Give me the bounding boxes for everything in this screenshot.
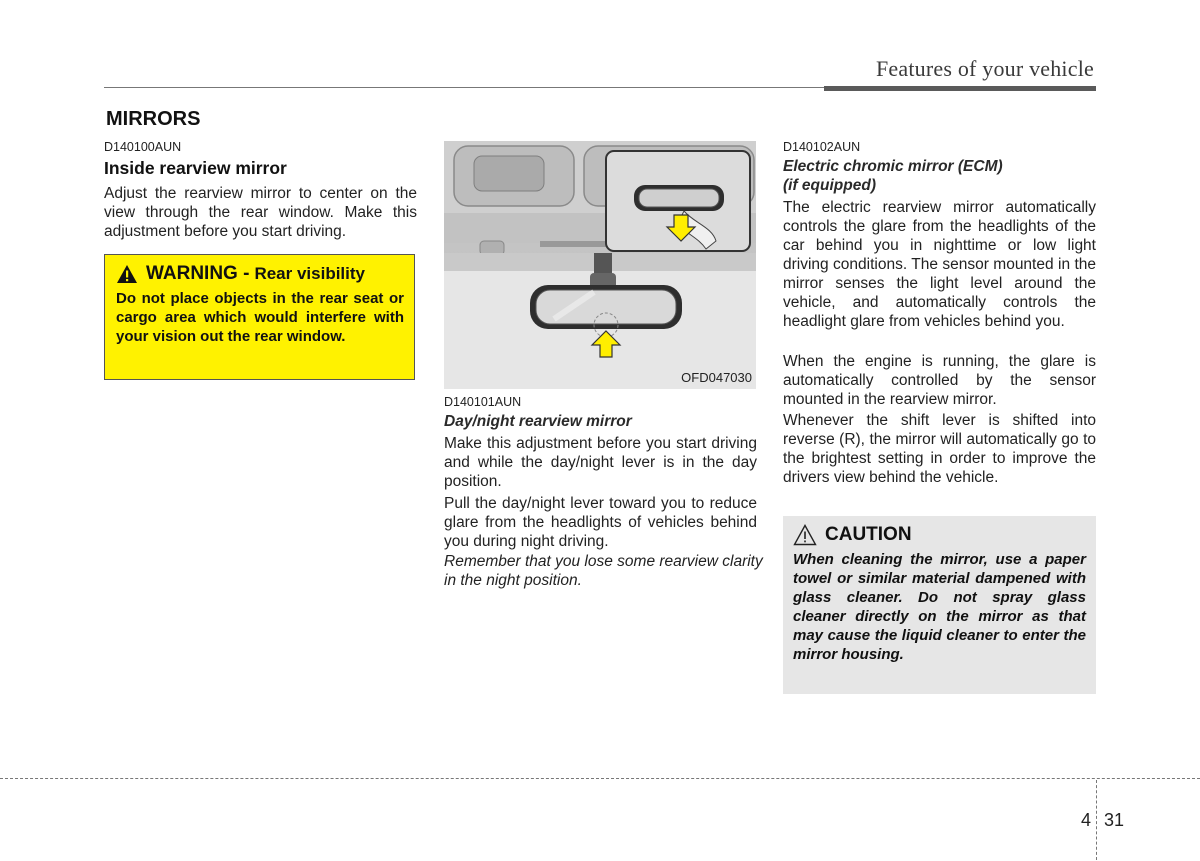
figure-code: OFD047030 bbox=[681, 370, 752, 385]
body-paragraph-italic: Remember that you lose some rearview clarity in the night position. bbox=[444, 553, 763, 589]
subsection-heading: Day/night rearview mirror bbox=[444, 413, 632, 430]
section-code: D140102AUN bbox=[783, 140, 861, 154]
warning-triangle-icon bbox=[116, 264, 138, 284]
body-paragraph: When the engine is running, the glare is automatically controlled by the sensor mounted in the rearview mirror. bbox=[783, 353, 1096, 408]
caution-heading bbox=[793, 524, 1086, 546]
body-paragraph: The electric rearview mirror automatically controls the glare from the headlights of the car behind you in nighttime or low light driving conditions. The sensor mounted in the mirror senses the light level around the vehicle, and automatically controls the headlight glare from vehicles behind you. bbox=[783, 199, 1096, 330]
caution-box bbox=[783, 516, 1096, 694]
header-rule-accent bbox=[824, 86, 1096, 91]
rearview-mirror-drawing bbox=[444, 141, 756, 389]
subsection-heading-note: (if equipped) bbox=[783, 177, 876, 194]
caution-title: CAUTION bbox=[825, 524, 912, 545]
subsection-heading: Electric chromic mirror (ECM) bbox=[783, 158, 1003, 175]
rearview-mirror-illustration bbox=[444, 141, 756, 389]
footer-rule bbox=[0, 778, 1200, 779]
body-paragraph: Whenever the shift lever is shifted into reverse (R), the mirror will automatically go to the brightest setting in order to improve the drivers view behind the vehicle. bbox=[783, 412, 1096, 486]
chapter-number: 4 bbox=[1081, 810, 1092, 830]
body-paragraph: Make this adjustment before you start driving and while the day/night lever is in the day position. bbox=[444, 435, 757, 490]
section-code: D140100AUN bbox=[104, 140, 182, 154]
warning-heading bbox=[116, 263, 404, 285]
page-number: 31 bbox=[1104, 810, 1125, 830]
body-paragraph: Adjust the rearview mirror to center on the view through the rear window. Make this adjustment before you start driving. bbox=[104, 185, 417, 240]
footer-divider bbox=[1096, 780, 1097, 860]
warning-box bbox=[104, 254, 415, 380]
warning-label: WARNING - bbox=[146, 263, 250, 284]
section-code: D140101AUN bbox=[444, 395, 522, 409]
page-header-title: Features of your vehicle bbox=[875, 56, 1094, 81]
warning-title: Rear visibility bbox=[254, 264, 365, 283]
section-title: MIRRORS bbox=[106, 108, 201, 130]
subsection-heading: Inside rearview mirror bbox=[104, 158, 287, 178]
caution-text: When cleaning the mirror, use a paper towel or similar material dampened with glass cleaner. Do not spray glass cleaner directly on the mirror as that may cause the liquid cleaner to enter the mirror housing. bbox=[793, 551, 1086, 663]
body-paragraph: Pull the day/night lever toward you to reduce glare from the headlights of vehicles behind you during night driving. bbox=[444, 495, 757, 550]
warning-text: Do not place objects in the rear seat or cargo area which would interfere with your vision out the rear window. bbox=[116, 290, 404, 345]
caution-triangle-icon bbox=[793, 524, 817, 546]
